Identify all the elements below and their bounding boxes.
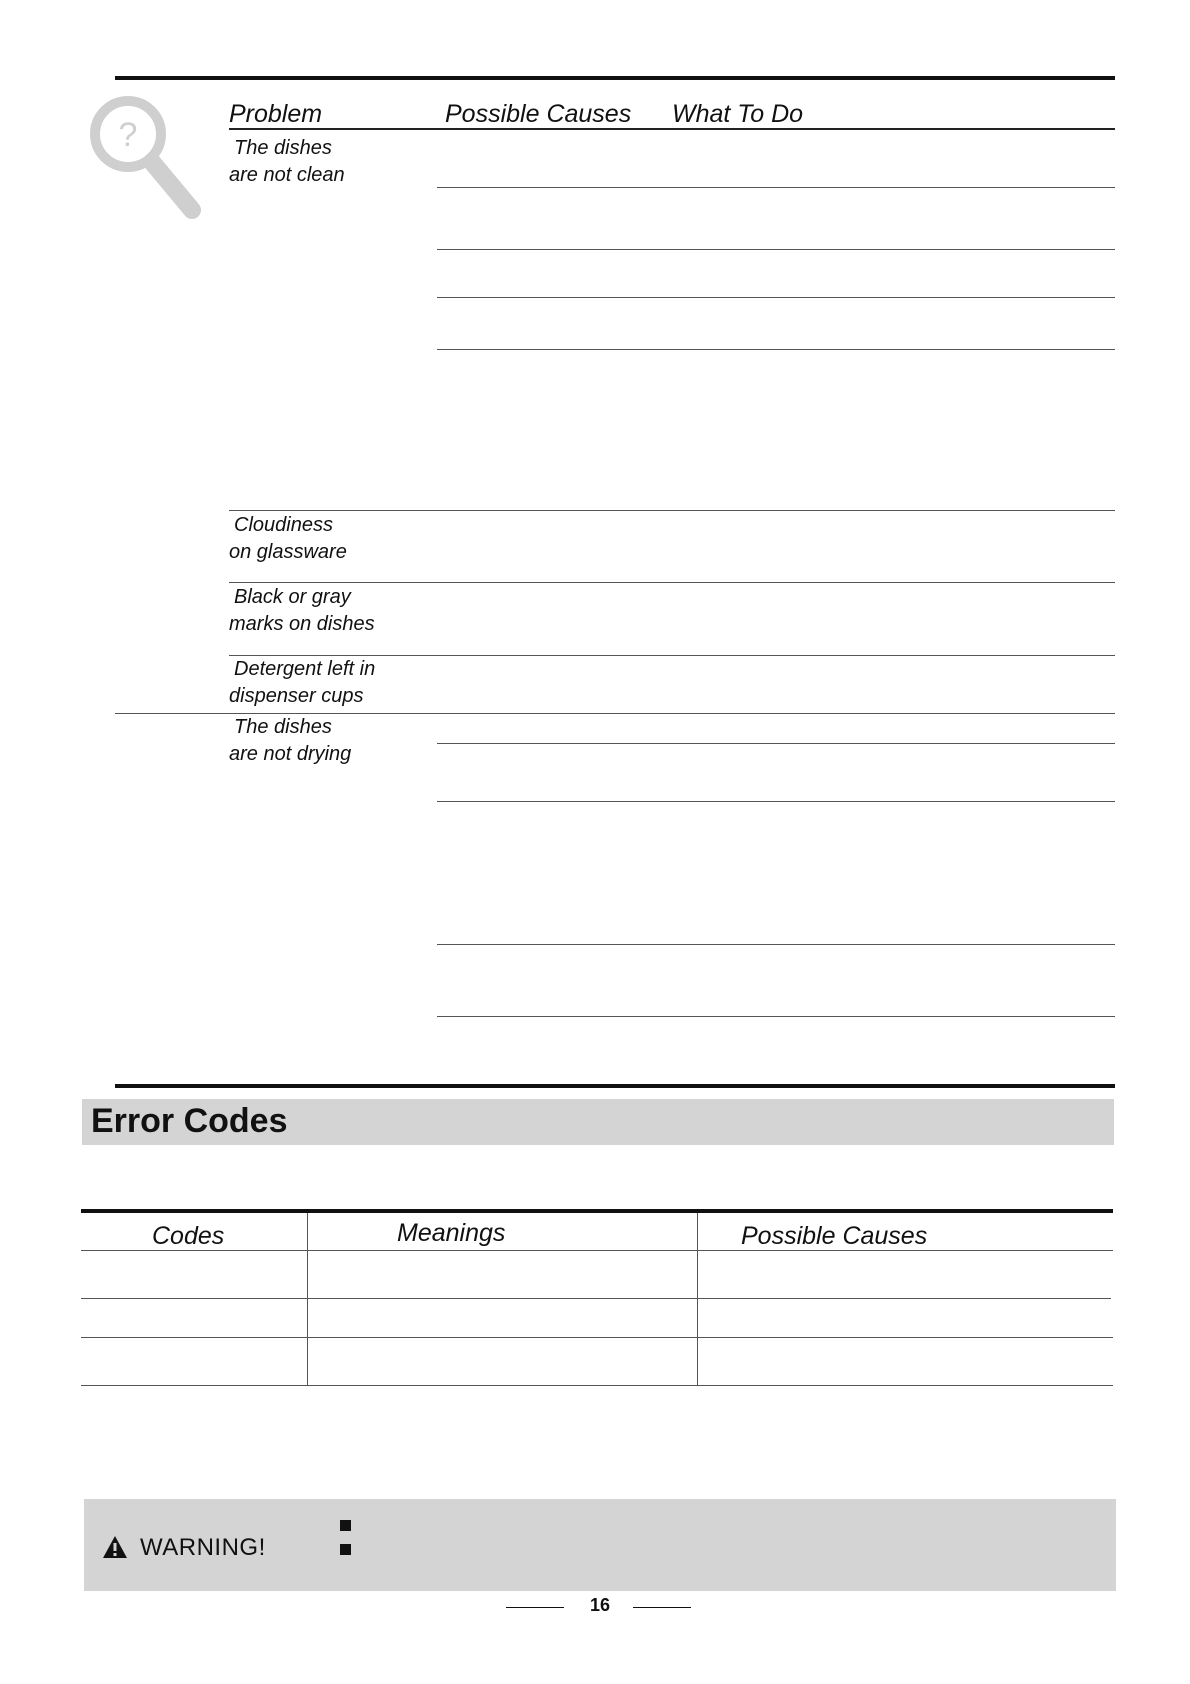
problem-line-2: marks on dishes xyxy=(229,613,375,635)
problem-line-1: The dishes xyxy=(234,137,332,159)
problem-line-2: are not clean xyxy=(229,164,345,186)
header-problem: Problem xyxy=(229,100,323,128)
error-row-divider xyxy=(81,1298,1111,1299)
error-row-divider xyxy=(81,1385,1113,1386)
error-header-possible-causes: Possible Causes xyxy=(741,1222,928,1250)
svg-text:?: ? xyxy=(118,116,138,154)
error-header-rule xyxy=(81,1250,1113,1251)
section-top-rule xyxy=(115,76,1115,80)
header-rule xyxy=(229,128,1115,130)
header-possible-causes: Possible Causes xyxy=(445,100,632,128)
problem-line-1: Black or gray xyxy=(234,586,351,608)
error-codes-title: Error Codes xyxy=(91,1102,288,1140)
problem-black-gray-marks xyxy=(229,584,375,638)
magnifier-question-icon xyxy=(86,92,206,222)
error-col-divider xyxy=(697,1213,698,1386)
row-divider xyxy=(437,187,1115,188)
error-codes-banner xyxy=(82,1099,1114,1145)
problem-line-2: on glassware xyxy=(229,541,347,563)
error-header-meanings: Meanings xyxy=(397,1219,506,1247)
error-row-divider xyxy=(81,1337,1113,1338)
problem-dishes-not-clean xyxy=(229,135,345,189)
bullet-icon xyxy=(340,1520,351,1531)
problem-line-2: dispenser cups xyxy=(229,685,364,707)
warning-label: WARNING! xyxy=(140,1534,266,1561)
problem-dishes-not-drying xyxy=(229,714,351,768)
bullet-icon xyxy=(340,1544,351,1555)
error-col-divider xyxy=(307,1213,308,1386)
error-table-top-rule xyxy=(81,1209,1113,1213)
problem-line-1: Cloudiness xyxy=(234,514,333,536)
warning-triangle-icon xyxy=(102,1535,128,1559)
problem-line-1: The dishes xyxy=(234,716,332,738)
problem-divider xyxy=(229,582,1115,583)
page-number-rule-left xyxy=(506,1607,564,1608)
row-divider xyxy=(437,349,1115,350)
row-divider xyxy=(437,249,1115,250)
problem-line-2: are not drying xyxy=(229,743,352,765)
problem-cloudiness-glassware xyxy=(229,512,347,566)
warning-box xyxy=(84,1499,1116,1591)
page-number: 16 xyxy=(590,1595,611,1615)
section-bottom-rule xyxy=(115,1084,1115,1088)
row-divider xyxy=(437,297,1115,298)
error-header-codes: Codes xyxy=(152,1222,225,1250)
page-number-rule-right xyxy=(633,1607,691,1608)
row-divider xyxy=(437,743,1115,744)
problem-detergent-left xyxy=(229,656,375,710)
row-divider xyxy=(437,944,1115,945)
row-divider xyxy=(437,801,1115,802)
problem-divider xyxy=(229,510,1115,511)
problem-line-1: Detergent left in xyxy=(234,658,376,680)
header-what-to-do: What To Do xyxy=(672,100,804,128)
row-divider xyxy=(437,1016,1115,1017)
